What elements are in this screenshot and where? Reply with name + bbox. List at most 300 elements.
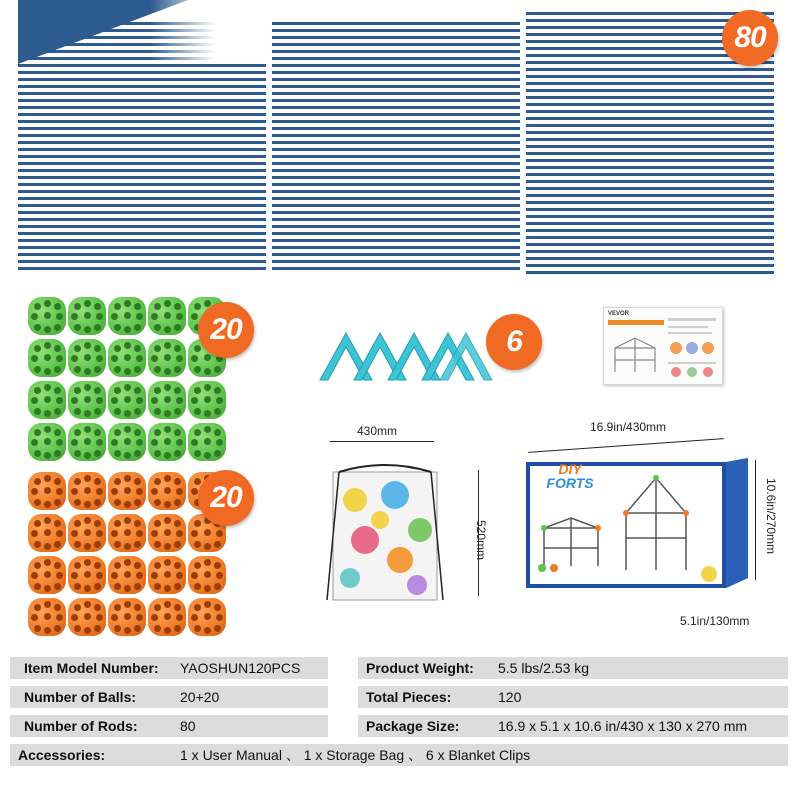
spec-accessories-value: 1 x User Manual 、 1 x Storage Bag 、 6 x Blanket Clips — [180, 747, 531, 763]
ball-hole — [56, 488, 63, 495]
ball-hole — [34, 583, 41, 590]
ball-hole — [194, 520, 201, 527]
ball-hole — [114, 303, 121, 310]
orange-ball — [108, 556, 146, 594]
rod — [272, 141, 520, 144]
rod — [18, 148, 266, 151]
ball-hole — [194, 478, 201, 485]
ball-hole — [154, 387, 161, 394]
ball-hole — [204, 627, 211, 634]
ball-hole — [74, 499, 81, 506]
ball-hole — [191, 313, 198, 320]
ball-hole — [84, 452, 91, 459]
green-ball — [68, 423, 106, 461]
ball-hole — [194, 387, 201, 394]
orange-ball — [148, 472, 186, 510]
ball-hole — [31, 572, 38, 579]
rod — [18, 92, 266, 95]
ball-hole — [154, 408, 161, 415]
rod — [272, 50, 520, 53]
ball-hole — [114, 324, 121, 331]
ball-hole — [114, 541, 121, 548]
ball-hole — [31, 530, 38, 537]
ball-hole — [154, 429, 161, 436]
ball-hole — [154, 562, 161, 569]
ball-hole — [214, 429, 221, 436]
ball-hole — [54, 303, 61, 310]
rod — [526, 173, 774, 176]
rod — [526, 110, 774, 113]
ball-hole — [154, 450, 161, 457]
ball-hole — [54, 478, 61, 485]
ball-hole — [94, 387, 101, 394]
rod — [526, 194, 774, 197]
ball-hole — [204, 571, 211, 578]
ball-hole — [154, 478, 161, 485]
ball-hole — [194, 429, 201, 436]
ball-hole — [44, 354, 51, 361]
ball-hole — [34, 604, 41, 611]
green-ball — [28, 339, 66, 377]
ball-hole — [216, 614, 223, 621]
spec-weight-value: 5.5 lbs/2.53 kg — [498, 660, 590, 676]
ball-hole — [174, 429, 181, 436]
ball-hole — [124, 452, 131, 459]
rod — [18, 183, 266, 186]
ball-hole — [31, 439, 38, 446]
ball-hole — [164, 452, 171, 459]
ball-hole — [164, 475, 171, 482]
ball-hole — [124, 438, 131, 445]
ball-hole — [94, 324, 101, 331]
ball-hole — [214, 541, 221, 548]
rod — [18, 141, 266, 144]
ball-hole — [54, 429, 61, 436]
ball-hole — [114, 583, 121, 590]
rod — [18, 218, 266, 221]
ball-hole — [114, 408, 121, 415]
ball-hole — [74, 345, 81, 352]
ball-hole — [151, 439, 158, 446]
ball-hole — [134, 450, 141, 457]
ball-hole — [74, 366, 81, 373]
rod — [272, 43, 520, 46]
ball-hole — [34, 478, 41, 485]
ball-hole — [134, 408, 141, 415]
green-ball — [188, 423, 226, 461]
ball-hole — [74, 478, 81, 485]
ball-hole — [31, 355, 38, 362]
ball-hole — [154, 324, 161, 331]
ball-hole — [44, 487, 51, 494]
ball-hole — [164, 613, 171, 620]
ball-hole — [74, 583, 81, 590]
green-ball — [68, 339, 106, 377]
ball-hole — [44, 501, 51, 508]
ball-hole — [174, 562, 181, 569]
ball-hole — [94, 366, 101, 373]
ball-hole — [94, 499, 101, 506]
ball-hole — [84, 438, 91, 445]
spec-rods-label: Number of Rods: — [24, 718, 138, 734]
ball-hole — [136, 530, 143, 537]
rod — [18, 246, 266, 249]
box-height-arrow — [755, 460, 756, 580]
ball-hole — [56, 439, 63, 446]
green-ball — [188, 381, 226, 419]
spec-row-weight — [358, 657, 788, 679]
green-ball — [148, 423, 186, 461]
ball-hole — [44, 396, 51, 403]
manual-brand: VEVOR — [608, 311, 630, 317]
ball-hole — [44, 452, 51, 459]
ball-hole — [74, 541, 81, 548]
ball-hole — [34, 366, 41, 373]
rod — [272, 92, 520, 95]
ball-hole — [124, 354, 131, 361]
ball-hole — [174, 583, 181, 590]
rod — [526, 89, 774, 92]
ball-hole — [96, 313, 103, 320]
ball-hole — [124, 559, 131, 566]
ball-hole — [164, 559, 171, 566]
orange-ball — [28, 514, 66, 552]
ball-hole — [44, 300, 51, 307]
rod — [526, 271, 774, 274]
ball-hole — [56, 397, 63, 404]
ball-hole — [134, 366, 141, 373]
ball-hole — [191, 439, 198, 446]
ball-hole — [44, 627, 51, 634]
box-brand-line2: FORTS — [546, 475, 594, 491]
green-ball — [28, 423, 66, 461]
ball-hole — [164, 601, 171, 608]
ball-hole — [134, 541, 141, 548]
rod — [272, 260, 520, 263]
ball-hole — [84, 559, 91, 566]
spec-model-label: Item Model Number: — [24, 660, 159, 676]
ball-hole — [164, 410, 171, 417]
ball-hole — [194, 625, 201, 632]
ball-hole — [174, 499, 181, 506]
ball-hole — [151, 614, 158, 621]
ball-hole — [96, 488, 103, 495]
ball-hole — [44, 475, 51, 482]
ball-hole — [164, 627, 171, 634]
ball-hole — [44, 517, 51, 524]
spec-row-model — [10, 657, 328, 679]
ball-hole — [134, 604, 141, 611]
ball-hole — [154, 345, 161, 352]
ball-hole — [114, 345, 121, 352]
ball-hole — [124, 368, 131, 375]
ball-hole — [111, 313, 118, 320]
ball-hole — [84, 396, 91, 403]
rod — [18, 225, 266, 228]
ball-hole — [204, 426, 211, 433]
ball-hole — [136, 355, 143, 362]
ball-hole — [176, 614, 183, 621]
green-ball — [108, 423, 146, 461]
ball-hole — [176, 488, 183, 495]
ball-hole — [34, 303, 41, 310]
orange-ball — [28, 556, 66, 594]
rod — [526, 159, 774, 162]
ball-hole — [34, 499, 41, 506]
rod — [272, 155, 520, 158]
green-ball — [148, 297, 186, 335]
rod — [18, 71, 266, 74]
bag-width-label: 430mm — [357, 424, 398, 438]
green-balls-count-badge: 20 — [198, 302, 254, 358]
ball-hole — [124, 529, 131, 536]
ball-hole — [74, 408, 81, 415]
rod — [526, 208, 774, 211]
ball-hole — [34, 520, 41, 527]
ball-hole — [124, 384, 131, 391]
ball-hole — [54, 324, 61, 331]
rod — [272, 197, 520, 200]
spec-package-label: Package Size: — [366, 718, 460, 734]
rod — [526, 75, 774, 78]
orange-ball — [188, 598, 226, 636]
ball-hole — [136, 397, 143, 404]
ball-hole — [134, 520, 141, 527]
ball-hole — [74, 324, 81, 331]
spec-row-accessories — [10, 744, 788, 766]
ball-hole — [124, 475, 131, 482]
green-ball — [148, 339, 186, 377]
ball-hole — [94, 583, 101, 590]
orange-balls-grid — [28, 472, 226, 636]
manual-diagram-icon — [610, 332, 660, 378]
ball-hole — [84, 312, 91, 319]
spec-package-value: 16.9 x 5.1 x 10.6 in/430 x 130 x 270 mm — [498, 718, 748, 734]
spec-weight-label: Product Weight: — [366, 660, 474, 676]
orange-ball — [108, 514, 146, 552]
ball-hole — [114, 625, 121, 632]
ball-hole — [134, 583, 141, 590]
rod — [18, 169, 266, 172]
ball-hole — [214, 366, 221, 373]
ball-hole — [31, 614, 38, 621]
ball-hole — [54, 562, 61, 569]
ball-hole — [44, 613, 51, 620]
rod — [18, 113, 266, 116]
ball-hole — [164, 487, 171, 494]
ball-hole — [56, 614, 63, 621]
ball-hole — [151, 572, 158, 579]
ball-hole — [44, 426, 51, 433]
ball-hole — [134, 387, 141, 394]
manual-steps-icon — [666, 314, 718, 380]
ball-hole — [174, 324, 181, 331]
ball-hole — [74, 604, 81, 611]
ball-hole — [214, 562, 221, 569]
ball-hole — [124, 487, 131, 494]
ball-hole — [74, 562, 81, 569]
ball-hole — [94, 408, 101, 415]
ball-hole — [44, 559, 51, 566]
blanket-clip-icon — [318, 325, 496, 385]
ball-hole — [154, 541, 161, 548]
rod — [18, 253, 266, 256]
ball-hole — [96, 397, 103, 404]
ball-hole — [176, 439, 183, 446]
ball-hole — [111, 488, 118, 495]
orange-ball — [108, 598, 146, 636]
ball-hole — [96, 572, 103, 579]
ball-hole — [44, 601, 51, 608]
ball-hole — [216, 439, 223, 446]
rod — [526, 68, 774, 71]
green-ball — [148, 381, 186, 419]
ball-hole — [124, 601, 131, 608]
rod — [526, 250, 774, 253]
ball-hole — [34, 408, 41, 415]
ball-hole — [191, 488, 198, 495]
rod — [272, 204, 520, 207]
ball-hole — [84, 300, 91, 307]
orange-ball — [108, 472, 146, 510]
spec-row-pieces — [358, 686, 788, 708]
rod — [526, 145, 774, 148]
rod — [272, 57, 520, 60]
green-ball — [108, 339, 146, 377]
rod — [526, 215, 774, 218]
ball-hole — [164, 543, 171, 550]
ball-hole — [124, 300, 131, 307]
ball-hole — [134, 324, 141, 331]
rod — [272, 267, 520, 270]
ball-hole — [44, 312, 51, 319]
rod — [18, 176, 266, 179]
ball-hole — [164, 517, 171, 524]
ball-hole — [214, 604, 221, 611]
ball-hole — [136, 488, 143, 495]
ball-hole — [204, 601, 211, 608]
ball-hole — [94, 303, 101, 310]
ball-hole — [174, 408, 181, 415]
ball-hole — [54, 604, 61, 611]
ball-hole — [174, 303, 181, 310]
ball-hole — [164, 384, 171, 391]
ball-hole — [44, 529, 51, 536]
ball-hole — [54, 583, 61, 590]
ball-hole — [191, 355, 198, 362]
rod — [272, 99, 520, 102]
ball-hole — [164, 368, 171, 375]
rod — [526, 180, 774, 183]
rod — [18, 190, 266, 193]
ball-hole — [44, 571, 51, 578]
ball-hole — [71, 313, 78, 320]
ball-hole — [44, 342, 51, 349]
ball-hole — [164, 585, 171, 592]
ball-hole — [114, 562, 121, 569]
spec-row-package — [358, 715, 788, 737]
ball-hole — [54, 520, 61, 527]
ball-hole — [84, 475, 91, 482]
rod — [272, 64, 520, 67]
rod — [18, 260, 266, 263]
rod — [18, 120, 266, 123]
rod — [272, 246, 520, 249]
spec-balls-value: 20+20 — [180, 689, 220, 705]
ball-hole — [214, 408, 221, 415]
ball-hole — [176, 355, 183, 362]
rod — [272, 106, 520, 109]
ball-hole — [204, 613, 211, 620]
rod — [526, 229, 774, 232]
ball-hole — [151, 530, 158, 537]
ball-hole — [154, 499, 161, 506]
ball-hole — [114, 366, 121, 373]
ball-hole — [54, 450, 61, 457]
ball-hole — [164, 438, 171, 445]
ball-hole — [71, 488, 78, 495]
rod — [272, 120, 520, 123]
ball-hole — [111, 530, 118, 537]
ball-hole — [151, 313, 158, 320]
rod — [526, 82, 774, 85]
ball-hole — [194, 366, 201, 373]
ball-hole — [94, 450, 101, 457]
rod — [18, 211, 266, 214]
ball-hole — [204, 354, 211, 361]
ball-hole — [174, 520, 181, 527]
ball-hole — [204, 559, 211, 566]
ball-hole — [204, 543, 211, 550]
ball-hole — [194, 345, 201, 352]
rod — [18, 106, 266, 109]
ball-hole — [164, 354, 171, 361]
ball-hole — [54, 408, 61, 415]
rod — [272, 36, 520, 39]
spec-rods-value: 80 — [180, 718, 196, 734]
ball-hole — [134, 478, 141, 485]
ball-hole — [111, 439, 118, 446]
ball-hole — [74, 387, 81, 394]
ball-hole — [174, 366, 181, 373]
ball-hole — [136, 614, 143, 621]
ball-hole — [54, 625, 61, 632]
rod — [18, 64, 266, 67]
ball-hole — [174, 604, 181, 611]
ball-hole — [111, 572, 118, 579]
ball-hole — [214, 625, 221, 632]
ball-hole — [114, 387, 121, 394]
ball-hole — [164, 326, 171, 333]
ball-hole — [71, 572, 78, 579]
ball-hole — [34, 345, 41, 352]
rod — [272, 169, 520, 172]
rod — [18, 162, 266, 165]
ball-hole — [44, 438, 51, 445]
ball-hole — [84, 368, 91, 375]
ball-hole — [124, 426, 131, 433]
spec-row-balls — [10, 686, 328, 708]
orange-ball — [68, 472, 106, 510]
ball-hole — [154, 520, 161, 527]
ball-hole — [84, 354, 91, 361]
rod — [272, 71, 520, 74]
ball-hole — [44, 543, 51, 550]
ball-hole — [194, 541, 201, 548]
rod — [272, 218, 520, 221]
drawstring-bag-icon — [325, 460, 445, 610]
rod — [526, 201, 774, 204]
